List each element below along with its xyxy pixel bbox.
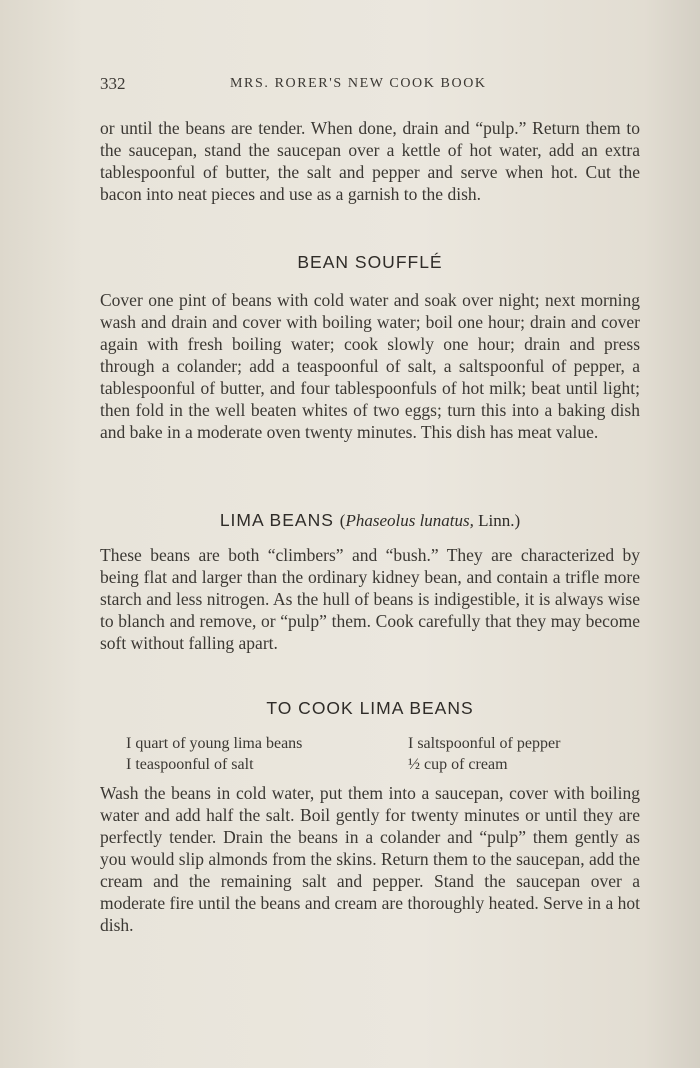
ingredient-item: I quart of young lima beans [126, 735, 303, 752]
lima-beans-latin [340, 511, 520, 530]
ingredient-item: I saltspoonful of pepper [408, 735, 561, 752]
latin-author: Linn.) [473, 511, 521, 530]
lima-beans-section [100, 544, 640, 654]
lima-beans-text: These beans are both “climbers” and “bush.” They are characterized by being flat and larger than the ordinary kidney bean, and contain a trifle more starch and less nitrogen. As the hull of beans is indigestible, it is always wise to blanch and remove, or “pulp” them. Cook carefully that they may become soft without falling apart. [100, 545, 640, 653]
running-title: MRS. RORER'S NEW COOK BOOK [230, 76, 487, 91]
bean-souffle-text: Cover one pint of beans with cold water and soak over night; next morning wash and drain and cover with boiling water; boil one hour; drain and cover again with fresh boiling water; cook slowly one hour; drain and press through a colander; add a teaspoonful of salt, a saltspoonful of pepper, a tablespoonful of butter, and four tablespoonfuls of hot milk; beat until light; then fold in the well beaten whites of two eggs; turn this into a baking dish and bake in a moderate oven twenty minutes. This dish has meat value. [100, 290, 640, 442]
latin-open: ( [339, 511, 346, 530]
to-cook-lima-beans-section [100, 782, 640, 936]
page-header [100, 74, 640, 98]
bean-souffle-heading: BEAN SOUFFLÉ [297, 252, 443, 272]
ingredient-item: ½ cup of cream [408, 756, 508, 773]
latin-name: Phaseolus lunatus, [345, 511, 474, 530]
ingredient-row [126, 733, 626, 754]
ingredients-list [126, 733, 626, 775]
lima-beans-heading [100, 510, 640, 531]
bean-souffle-section [100, 289, 640, 443]
ingredient-item: I teaspoonful of salt [126, 756, 254, 773]
page-number: 332 [100, 74, 126, 93]
ingredient-row [126, 754, 626, 775]
intro-text: or until the beans are tender. When done, drain and “pulp.” Return them to the saucepan, stand the saucepan over a kettle of hot water, add an extra tablespoonful of butter, the salt and pepper and serve when hot. Cut the bacon into neat pieces and use as a garnish to the dish. [100, 118, 640, 204]
to-cook-lima-beans-text: Wash the beans in cold water, put them into a saucepan, cover with boiling water and add half the salt. Boil gently for twenty minutes or until they are perfectly tender. Drain the beans in a colander and “pulp” them gently as you would slip almonds from the skins. Return them to the saucepan, add the cream and the remaining salt and pepper. Stand the saucepan over a moderate fire until the beans and cream are thoroughly heated. Serve in a hot dish. [100, 783, 640, 935]
intro-paragraph [100, 117, 640, 205]
lima-beans-title: LIMA BEANS [219, 510, 334, 530]
to-cook-lima-beans-heading: TO COOK LIMA BEANS [266, 698, 474, 718]
